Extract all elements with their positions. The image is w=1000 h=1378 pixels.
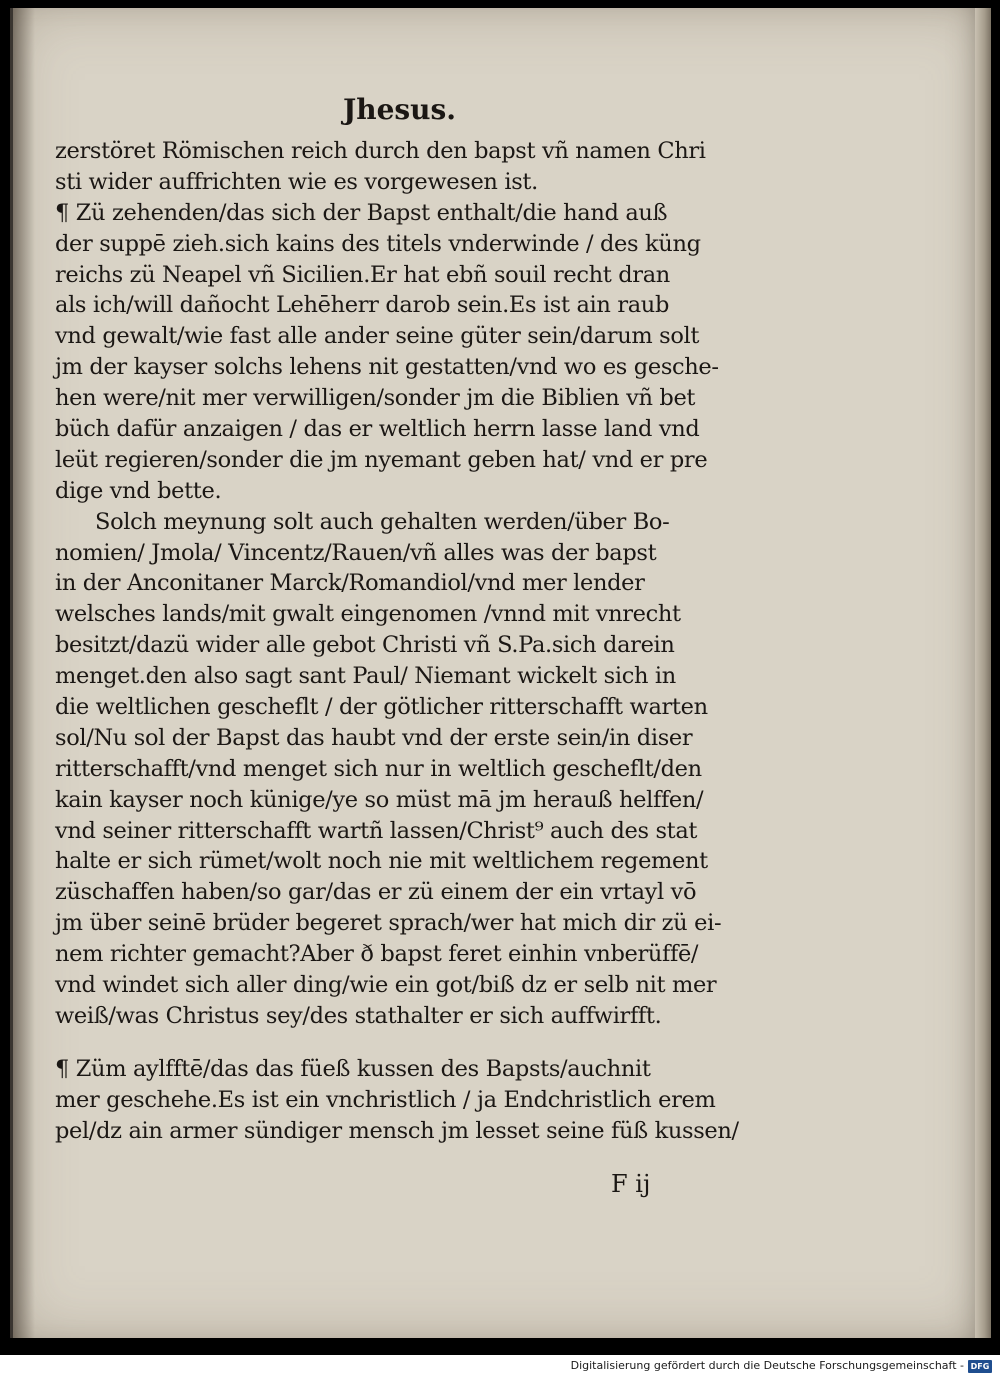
text-line: vnd gewalt/wie fast alle ander seine güter sein/darum solt: [55, 323, 700, 350]
running-head: Jhesus.: [343, 93, 457, 126]
text-line: zerstöret Römischen reich durch den bapst vñ namen Chri: [55, 138, 706, 164]
text-line: nem richter gemacht?Aber ð bapst feret einhin vnberüffē/: [55, 941, 699, 968]
text-line: Solch meynung solt auch gehalten werden/über Bo-: [95, 508, 670, 535]
text-line: reichs zü Neapel vñ Sicilien.Er hat ebñ souil recht dran: [55, 261, 670, 288]
funding-credit: Digitalisierung gefördert durch die Deutsche Forschungsgemeinschaft -: [570, 1359, 964, 1372]
text-line: die weltlichen gescheflt / der götlicher ritterschafft warten: [55, 694, 708, 721]
text-line: vnd windet sich aller ding/wie ein got/biß dz er selb nit mer: [55, 972, 717, 999]
text-line: ¶ Züm aylfftē/das das füeß kussen des Bapsts/auchnit: [55, 1055, 651, 1082]
text-line: sti wider auffrichten wie es vorgewesen ist.: [55, 168, 538, 195]
book-page: [10, 8, 991, 1338]
text-line: weiß/was Christus sey/des stathalter er sich auffwirfft.: [55, 1002, 662, 1029]
text-line: nomien/ Jmola/ Vincentz/Rauen/vñ alles was der bapst: [55, 539, 657, 566]
text-line: sol/Nu sol der Bapst das haubt vnd der erste sein/in diser: [55, 724, 693, 751]
text-line: besitzt/dazü wider alle gebot Christi vñ S.Pa.sich darein: [55, 632, 675, 659]
text-line: jm der kayser solchs lehens nit gestatten/vnd wo es gesche-: [55, 354, 719, 381]
text-line: ritterschafft/vnd menget sich nur in weltlich gescheflt/den: [55, 755, 702, 782]
text-line: jm über seinē brüder begeret sprach/wer hat mich dir zü ei-: [55, 910, 722, 937]
text-line: halte er sich rümet/wolt noch nie mit weltlichem regement: [55, 848, 708, 875]
dfg-logo-icon: DFG: [968, 1360, 992, 1373]
page-text: [55, 136, 755, 1147]
text-line: büch dafür anzaigen / das er weltlich herrn lasse land vnd: [55, 416, 700, 443]
text-line: pel/dz ain armer sündiger mensch jm lesset seine füß kussen/: [55, 1117, 739, 1144]
text-line: dige vnd bette.: [55, 477, 222, 504]
text-line: vnd seiner ritterschafft wartñ lassen/Christ⁹ auch des stat: [55, 817, 698, 844]
text-line: der suppē zieh.sich kains des titels vnderwinde / des küng: [55, 230, 701, 257]
text-line: menget.den also sagt sant Paul/ Niemant wickelt sich in: [55, 663, 676, 690]
text-line: kain kayser noch künige/ye so müst mā jm herauß helffen/: [55, 786, 704, 813]
text-line: hen were/nit mer verwilligen/sonder jm die Biblien vñ bet: [55, 385, 696, 412]
paragraph-gap: [55, 1032, 755, 1054]
text-line: züschaffen haben/so gar/das er zü einem der ein vrtayl vō: [55, 879, 697, 906]
text-line: welsches lands/mit gwalt eingenomen /vnnd mit vnrecht: [55, 601, 681, 628]
footer-bar: [0, 1355, 1000, 1378]
text-line: leüt regieren/sonder die jm nyemant geben hat/ vnd er pre: [55, 446, 708, 473]
text-line: in der Anconitaner Marck/Romandiol/vnd mer lender: [55, 570, 645, 597]
text-line: mer geschehe.Es ist ein vnchristlich / ja Endchristlich erem: [55, 1086, 716, 1113]
signature-mark: F ij: [611, 1170, 651, 1198]
text-line: als ich/will dañocht Lehēherr darob sein.Es ist ain raub: [55, 292, 670, 319]
page-edge: [975, 8, 991, 1338]
text-line: ¶ Zü zehenden/das sich der Bapst enthalt/die hand auß: [55, 199, 668, 226]
gutter-shadow: [13, 8, 35, 1338]
